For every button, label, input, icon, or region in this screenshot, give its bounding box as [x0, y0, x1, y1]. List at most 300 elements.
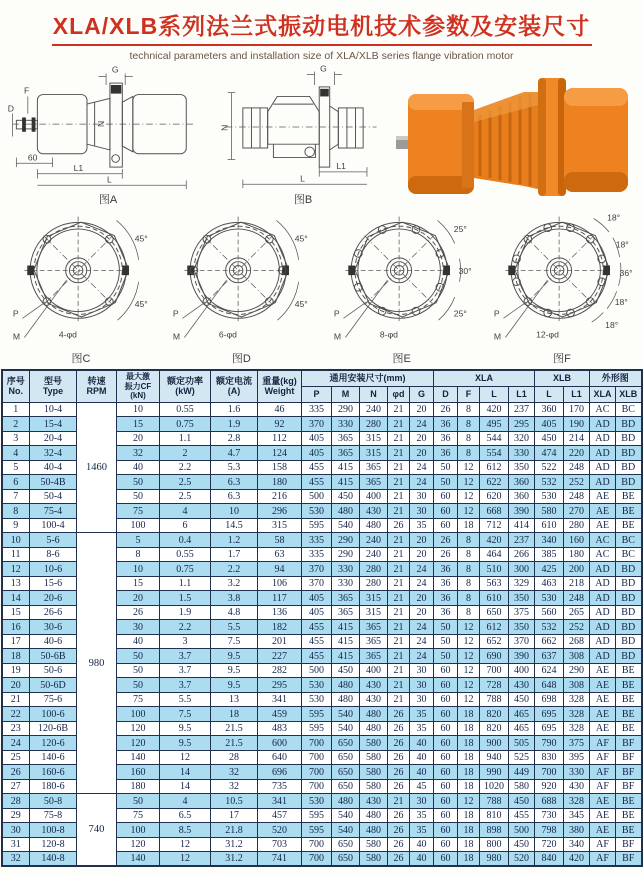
cell-d: 60 — [434, 678, 458, 693]
cell-outline-xlb: BC — [616, 547, 642, 562]
cell-outline-xlb: BE — [616, 721, 642, 736]
cell-outline-xlb: BF — [616, 779, 642, 794]
svg-text:45°: 45° — [134, 298, 148, 309]
cell-a: 21.8 — [211, 823, 258, 838]
cell-l1: 300 — [509, 562, 535, 577]
cell-n: 365 — [360, 475, 388, 490]
cell-f: 18 — [458, 779, 480, 794]
cell-l1: 525 — [509, 750, 535, 765]
cell-f: 12 — [458, 794, 480, 809]
cell-phid: 21 — [388, 663, 410, 678]
subheader-l: L — [480, 386, 509, 402]
cell-type: 100-8 — [30, 823, 77, 838]
cell-type: 26-6 — [30, 605, 77, 620]
cell-n: 315 — [360, 431, 388, 446]
cell-outline-xlb: BE — [616, 504, 642, 519]
cell-phid: 26 — [388, 736, 410, 751]
cell-l1: 450 — [509, 692, 535, 707]
svg-text:L: L — [107, 174, 112, 185]
cell-cf: 120 — [117, 736, 160, 751]
cell-outline-xla: AC — [590, 402, 616, 417]
cell-p: 455 — [302, 649, 332, 664]
cell-kw: 2.2 — [160, 460, 211, 475]
cell-l: 980 — [480, 852, 509, 867]
cell-d: 60 — [434, 692, 458, 707]
cell-phid: 26 — [388, 721, 410, 736]
cell-g: 30 — [410, 663, 434, 678]
cell-weight: 457 — [258, 808, 302, 823]
cell-p: 700 — [302, 779, 332, 794]
svg-text:30°: 30° — [458, 266, 472, 277]
cell-kw: 3 — [160, 634, 211, 649]
cell-phid: 21 — [388, 605, 410, 620]
cell-l-xlb: 360 — [535, 402, 564, 417]
cell-d: 26 — [434, 533, 458, 548]
cell-m: 650 — [332, 736, 360, 751]
svg-text:18°: 18° — [614, 296, 628, 307]
cell-m: 365 — [332, 431, 360, 446]
cell-d: 50 — [434, 460, 458, 475]
cell-g: 24 — [410, 634, 434, 649]
cell-a: 6.3 — [211, 489, 258, 504]
cell-l-xlb: 532 — [535, 475, 564, 490]
cell-l-xlb: 730 — [535, 808, 564, 823]
cell-cf: 50 — [117, 489, 160, 504]
cell-l-xlb: 648 — [535, 678, 564, 693]
cell-outline-xla: AD — [590, 562, 616, 577]
cell-kw: 2.2 — [160, 620, 211, 635]
parameters-table — [1, 369, 643, 867]
cell-n: 365 — [360, 634, 388, 649]
cell-p: 500 — [302, 663, 332, 678]
cell-g: 30 — [410, 678, 434, 693]
cell-cf: 10 — [117, 402, 160, 417]
cell-p: 455 — [302, 620, 332, 635]
cell-l1-xlb: 395 — [564, 750, 590, 765]
cell-no: 2 — [2, 417, 30, 432]
cell-l1: 520 — [509, 852, 535, 867]
cell-l1-xlb: 380 — [564, 823, 590, 838]
cell-outline-xlb: BD — [616, 460, 642, 475]
cell-a: 5.3 — [211, 460, 258, 475]
cell-cf: 20 — [117, 431, 160, 446]
cell-phid: 26 — [388, 765, 410, 780]
cell-f: 18 — [458, 837, 480, 852]
cell-outline-xlb: BD — [616, 620, 642, 635]
cell-g: 24 — [410, 620, 434, 635]
cell-g: 35 — [410, 518, 434, 533]
cell-m: 540 — [332, 518, 360, 533]
cell-g: 40 — [410, 852, 434, 867]
cell-cf: 120 — [117, 721, 160, 736]
cell-no: 6 — [2, 475, 30, 490]
cell-no: 5 — [2, 460, 30, 475]
cell-outline-xlb: BC — [616, 533, 642, 548]
cell-l1-xlb: 248 — [564, 460, 590, 475]
subheader-f: F — [458, 386, 480, 402]
cell-weight: 117 — [258, 591, 302, 606]
cell-type: 75-8 — [30, 808, 77, 823]
cell-d: 36 — [434, 446, 458, 461]
cell-cf: 40 — [117, 460, 160, 475]
cell-type: 15-4 — [30, 417, 77, 432]
cell-outline-xlb: BC — [616, 402, 642, 417]
cell-l1: 455 — [509, 808, 535, 823]
cell-p: 370 — [302, 576, 332, 591]
cell-n: 580 — [360, 750, 388, 765]
cell-no: 29 — [2, 808, 30, 823]
cell-d: 60 — [434, 852, 458, 867]
cell-m: 540 — [332, 707, 360, 722]
cell-l1-xlb: 265 — [564, 605, 590, 620]
cell-l1-xlb: 420 — [564, 852, 590, 867]
cell-d: 60 — [434, 721, 458, 736]
cell-g: 35 — [410, 823, 434, 838]
cell-kw: 0.4 — [160, 533, 211, 548]
cell-weight: 106 — [258, 576, 302, 591]
cell-m: 415 — [332, 649, 360, 664]
svg-text:N: N — [219, 124, 230, 131]
cell-n: 480 — [360, 721, 388, 736]
cell-no: 30 — [2, 823, 30, 838]
cell-l-xlb: 720 — [535, 837, 564, 852]
figure-c-drawing — [2, 207, 160, 349]
cell-n: 280 — [360, 562, 388, 577]
cell-l: 495 — [480, 417, 509, 432]
cell-a: 2.2 — [211, 562, 258, 577]
cell-n: 315 — [360, 446, 388, 461]
cell-cf: 32 — [117, 446, 160, 461]
cell-outline-xla: AD — [590, 460, 616, 475]
cell-phid: 21 — [388, 634, 410, 649]
cell-outline-xla: AD — [590, 620, 616, 635]
figure-e-drawing — [323, 207, 481, 349]
cell-a: 13 — [211, 692, 258, 707]
cell-outline-xlb: BE — [616, 823, 642, 838]
cell-outline-xla: AF — [590, 779, 616, 794]
cell-m: 415 — [332, 620, 360, 635]
cell-n: 480 — [360, 808, 388, 823]
cell-l-xlb: 830 — [535, 750, 564, 765]
cell-m: 330 — [332, 562, 360, 577]
cell-a: 9.5 — [211, 663, 258, 678]
cell-kw: 2 — [160, 446, 211, 461]
cell-d: 26 — [434, 547, 458, 562]
cell-type: 15-6 — [30, 576, 77, 591]
cell-type: 100-4 — [30, 518, 77, 533]
header-xla: XLA — [434, 370, 535, 386]
header-xlb: XLB — [535, 370, 590, 386]
cell-g: 35 — [410, 721, 434, 736]
cell-n: 580 — [360, 765, 388, 780]
cell-outline-xlb: BD — [616, 446, 642, 461]
cell-outline-xla: AF — [590, 765, 616, 780]
cell-l1: 375 — [509, 605, 535, 620]
cell-outline-xlb: BF — [616, 765, 642, 780]
cell-no: 11 — [2, 547, 30, 562]
cell-phid: 21 — [388, 692, 410, 707]
cell-phid: 21 — [388, 576, 410, 591]
cell-a: 4.8 — [211, 605, 258, 620]
cell-outline-xla: AE — [590, 794, 616, 809]
cell-cf: 50 — [117, 649, 160, 664]
cell-m: 365 — [332, 446, 360, 461]
cell-kw: 6.5 — [160, 808, 211, 823]
subheader-l-xlb: L — [535, 386, 564, 402]
cell-d: 36 — [434, 605, 458, 620]
cell-m: 365 — [332, 591, 360, 606]
cell-weight: 182 — [258, 620, 302, 635]
svg-text:45°: 45° — [295, 298, 309, 309]
cell-f: 8 — [458, 605, 480, 620]
header-power: 额定功率 (kW) — [160, 370, 211, 402]
cell-n: 315 — [360, 591, 388, 606]
figure-f-drawing — [483, 207, 641, 349]
cell-n: 365 — [360, 620, 388, 635]
cell-weight: 92 — [258, 417, 302, 432]
cell-weight: 158 — [258, 460, 302, 475]
cell-outline-xla: AE — [590, 489, 616, 504]
cell-m: 290 — [332, 533, 360, 548]
cell-l1: 450 — [509, 837, 535, 852]
cell-type: 8-6 — [30, 547, 77, 562]
cell-l1-xlb: 375 — [564, 736, 590, 751]
cell-a: 32 — [211, 765, 258, 780]
cell-a: 6.3 — [211, 475, 258, 490]
cell-phid: 26 — [388, 707, 410, 722]
cell-d: 50 — [434, 620, 458, 635]
cell-type: 140-8 — [30, 852, 77, 867]
cell-weight: 46 — [258, 402, 302, 417]
cell-m: 650 — [332, 852, 360, 867]
cell-outline-xlb: BE — [616, 678, 642, 693]
cell-kw: 3.7 — [160, 663, 211, 678]
cell-outline-xla: AD — [590, 591, 616, 606]
cell-l1: 320 — [509, 431, 535, 446]
cell-p: 405 — [302, 446, 332, 461]
cell-a: 21.5 — [211, 736, 258, 751]
cell-cf: 160 — [117, 765, 160, 780]
table-body — [2, 402, 642, 866]
cell-l1-xlb: 340 — [564, 837, 590, 852]
cell-outline-xlb: BD — [616, 475, 642, 490]
cell-phid: 21 — [388, 620, 410, 635]
cell-no: 17 — [2, 634, 30, 649]
cell-p: 700 — [302, 765, 332, 780]
vibration-motor-photo — [392, 64, 637, 202]
cell-outline-xla: AD — [590, 634, 616, 649]
cell-l1-xlb: 170 — [564, 402, 590, 417]
cell-p: 335 — [302, 402, 332, 417]
cell-l: 563 — [480, 576, 509, 591]
cell-cf: 140 — [117, 750, 160, 765]
figure-a-caption: 图A — [98, 194, 118, 206]
cell-p: 370 — [302, 562, 332, 577]
cell-g: 24 — [410, 475, 434, 490]
cell-cf: 10 — [117, 562, 160, 577]
cell-kw: 1.9 — [160, 605, 211, 620]
cell-phid: 21 — [388, 678, 410, 693]
cell-f: 8 — [458, 417, 480, 432]
cell-kw: 2.5 — [160, 489, 211, 504]
header-type: 型号 Type — [30, 370, 77, 402]
svg-text:M: M — [333, 331, 341, 342]
cell-d: 50 — [434, 649, 458, 664]
cell-m: 290 — [332, 547, 360, 562]
cell-a: 4.7 — [211, 446, 258, 461]
header-mount: 通用安装尺寸(mm) — [302, 370, 434, 386]
cell-cf: 50 — [117, 663, 160, 678]
cell-n: 365 — [360, 460, 388, 475]
cell-l: 728 — [480, 678, 509, 693]
cell-f: 18 — [458, 707, 480, 722]
figure-c-caption: 图C — [71, 353, 91, 365]
cell-p: 700 — [302, 852, 332, 867]
cell-l1: 350 — [509, 460, 535, 475]
cell-l-xlb: 425 — [535, 562, 564, 577]
cell-outline-xla: AF — [590, 750, 616, 765]
cell-m: 540 — [332, 808, 360, 823]
cell-n: 480 — [360, 823, 388, 838]
figure-b — [214, 64, 392, 207]
cell-no: 4 — [2, 446, 30, 461]
cell-l-xlb: 522 — [535, 460, 564, 475]
cell-type: 32-4 — [30, 446, 77, 461]
cell-f: 12 — [458, 475, 480, 490]
cell-kw: 0.75 — [160, 562, 211, 577]
cell-cf: 50 — [117, 475, 160, 490]
cell-outline-xlb: BE — [616, 518, 642, 533]
header-cf: 最大激 振力CF (kN) — [117, 370, 160, 402]
cell-l1-xlb: 328 — [564, 707, 590, 722]
cell-weight: 296 — [258, 504, 302, 519]
cell-l: 940 — [480, 750, 509, 765]
cell-a: 9.5 — [211, 649, 258, 664]
cell-a: 17 — [211, 808, 258, 823]
cell-a: 10 — [211, 504, 258, 519]
cell-f: 12 — [458, 504, 480, 519]
cell-n: 580 — [360, 852, 388, 867]
cell-type: 5-6 — [30, 533, 77, 548]
svg-text:M: M — [173, 331, 181, 342]
svg-text:45°: 45° — [295, 233, 309, 244]
cell-weight: 112 — [258, 431, 302, 446]
svg-text:18°: 18° — [615, 239, 629, 250]
cell-l1-xlb: 218 — [564, 576, 590, 591]
cell-phid: 26 — [388, 779, 410, 794]
cell-no: 25 — [2, 750, 30, 765]
cell-n: 315 — [360, 605, 388, 620]
cell-kw: 1.5 — [160, 591, 211, 606]
cell-l1-xlb: 330 — [564, 765, 590, 780]
cell-kw: 1.1 — [160, 576, 211, 591]
cell-g: 40 — [410, 837, 434, 852]
cell-kw: 2.5 — [160, 475, 211, 490]
cell-l: 820 — [480, 721, 509, 736]
cell-cf: 100 — [117, 823, 160, 838]
cell-cf: 75 — [117, 504, 160, 519]
cell-d: 36 — [434, 417, 458, 432]
cell-g: 24 — [410, 562, 434, 577]
cell-cf: 15 — [117, 576, 160, 591]
cell-l1-xlb: 308 — [564, 678, 590, 693]
cell-g: 20 — [410, 533, 434, 548]
cell-no: 15 — [2, 605, 30, 620]
cell-f: 8 — [458, 431, 480, 446]
cell-l-xlb: 700 — [535, 765, 564, 780]
cell-m: 450 — [332, 489, 360, 504]
cell-cf: 30 — [117, 620, 160, 635]
cell-weight: 735 — [258, 779, 302, 794]
cell-l1: 360 — [509, 475, 535, 490]
cell-l-xlb: 798 — [535, 823, 564, 838]
cell-m: 650 — [332, 779, 360, 794]
cell-outline-xlb: BF — [616, 736, 642, 751]
cell-l: 420 — [480, 533, 509, 548]
cell-g: 20 — [410, 547, 434, 562]
subheader-l1: L1 — [509, 386, 535, 402]
cell-l1: 450 — [509, 794, 535, 809]
cell-l: 990 — [480, 765, 509, 780]
cell-f: 18 — [458, 852, 480, 867]
cell-cf: 50 — [117, 678, 160, 693]
cell-f: 18 — [458, 823, 480, 838]
cell-l-xlb: 474 — [535, 446, 564, 461]
svg-text:60: 60 — [27, 152, 38, 163]
cell-type: 50-6D — [30, 678, 77, 693]
cell-n: 280 — [360, 576, 388, 591]
cell-no: 21 — [2, 692, 30, 707]
figure-d — [162, 207, 320, 366]
cell-m: 330 — [332, 576, 360, 591]
cell-l1: 430 — [509, 678, 535, 693]
cell-f: 8 — [458, 547, 480, 562]
cell-weight: 520 — [258, 823, 302, 838]
cell-kw: 3.7 — [160, 649, 211, 664]
cell-weight: 640 — [258, 750, 302, 765]
cell-l1-xlb: 290 — [564, 663, 590, 678]
cell-d: 60 — [434, 823, 458, 838]
svg-text:P: P — [333, 308, 340, 319]
cell-outline-xlb: BD — [616, 591, 642, 606]
cell-type: 20-6 — [30, 591, 77, 606]
cell-weight: 341 — [258, 692, 302, 707]
cell-type: 140-6 — [30, 750, 77, 765]
svg-text:18°: 18° — [605, 319, 619, 330]
cell-weight: 180 — [258, 475, 302, 490]
cell-weight: 483 — [258, 721, 302, 736]
cell-outline-xla: AC — [590, 547, 616, 562]
cell-no: 12 — [2, 562, 30, 577]
svg-text:G: G — [320, 64, 327, 74]
cell-l1: 350 — [509, 620, 535, 635]
cell-no: 20 — [2, 678, 30, 693]
cell-p: 530 — [302, 794, 332, 809]
cell-l: 700 — [480, 663, 509, 678]
cell-g: 24 — [410, 649, 434, 664]
figure-f-caption: 图F — [553, 353, 571, 365]
cell-f: 18 — [458, 765, 480, 780]
cell-d: 50 — [434, 634, 458, 649]
svg-text:G: G — [111, 64, 119, 75]
cell-kw: 8.5 — [160, 823, 211, 838]
cell-no: 14 — [2, 591, 30, 606]
cell-l1-xlb: 214 — [564, 431, 590, 446]
cell-f: 8 — [458, 533, 480, 548]
cell-d: 60 — [434, 707, 458, 722]
cell-g: 24 — [410, 576, 434, 591]
cell-l1-xlb: 328 — [564, 692, 590, 707]
